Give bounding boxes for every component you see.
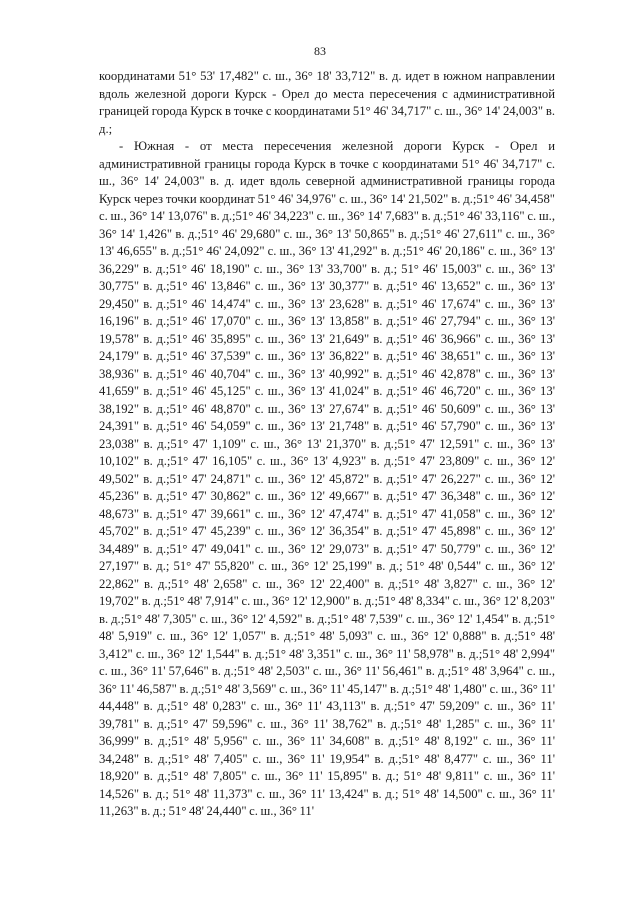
paragraph-continuation: координатами 51° 53' 17,482" с. ш., 36° 18' 33,712" в. д. идет в южном направлении вдоль железной дороги Курск - Орел до места пересечения с административной границей города Курск в точке с координатами 51° 46' 34,717" с. ш., 36° 14' 24,003" в. д.;: [99, 69, 555, 136]
page-number: 83: [314, 44, 326, 58]
paragraph-south-boundary: - Южная - от места пересечения железной дороги Курск - Орел и административной границы города Курск в точке с координатами 51° 46' 34,717" с. ш., 36° 14' 24,003" в. д. идет вдоль северной административной границы города Курск через точки координат 51° 46' 34,976" с. ш., 36° 14' 21,502" в. д.;51° 46' 34,458" с. ш., 36° 14' 13,076" в. д.;51° 46' 34,223" с. ш., 36° 14' 7,683" в. д.;51° 46' 33,116" с. ш., 36° 14' 1,426" в. д.;51° 46' 29,680" с. ш., 36° 13' 50,865" в. д.;51° 46' 27,611" с. ш., 36° 13' 46,655" в. д.;51° 46' 24,092" с. ш., 36° 13' 41,292" в. д.;51° 46' 20,186" с. ш., 36° 13' 36,229" в. д.;51° 46' 18,190" с. ш., 36° 13' 33,700" в. д.; 51° 46' 15,003" с. ш., 36° 13' 30,775" в. д.;51° 46' 13,846" с. ш., 36° 13' 30,377" в. д.;51° 46' 13,652" с. ш., 36° 13' 29,450" в. д.;51° 46' 14,474" с. ш., 36° 13' 23,628" в. д.;51° 46' 17,674" с. ш., 36° 13' 16,196" в. д.;51° 46' 17,070" с. ш., 36° 13' 13,858" в. д.;51° 46' 27,794" с. ш., 36° 13' 19,578" в. д.;51° 46' 35,895" с. ш., 36° 13' 21,649" в. д.;51° 46' 36,966" с. ш., 36° 13' 24,179" в. д.;51° 46' 37,539" с. ш., 36° 13' 36,822" в. д.;51° 46' 38,651" с. ш., 36° 13' 38,936" в. д.;51° 46' 40,704" с. ш., 36° 13' 40,992" в. д.;51° 46' 42,878" с. ш., 36° 13' 41,659" в. д.;51° 46' 45,125" с. ш., 36° 13' 41,024" в. д.;51° 46' 46,720" с. ш., 36° 13' 38,192" в. д.;51° 46' 48,870" с. ш., 36° 13' 27,674" в. д.;51° 46' 50,609" с. ш., 36° 13' 24,391" в. д.;51° 46' 54,059" с. ш., 36° 13' 21,748" в. д.;51° 46' 57,790" с. ш., 36° 13' 23,038" в. д.;51° 47' 1,109" с. ш., 36° 13' 21,370" в. д.;51° 47' 12,591" с. ш., 36° 13' 10,102" в. д.;51° 47' 16,105" с. ш., 36° 13' 4,923" в. д.;51° 47' 23,809" с. ш., 36° 12' 49,502" в. д.;51° 47' 24,871" с. ш., 36° 12' 45,872" в. д.;51° 47' 26,227" с. ш., 36° 12' 45,236" в. д.;51° 47' 30,862" с. ш., 36° 12' 49,667" в. д.;51° 47' 36,348" с. ш., 36° 12' 48,673" в. д.;51° 47' 39,661" с. ш., 36° 12' 47,474" в. д.;51° 47' 41,058" с. ш., 36° 12' 45,702" в. д.;51° 47' 45,239" с. ш., 36° 12' 36,354" в. д.;51° 47' 45,898" с. ш., 36° 12' 34,489" в. д.;51° 47' 49,041" с. ш., 36° 12' 29,073" в. д.;51° 47' 50,779" с. ш., 36° 12' 27,197" в. д.; 51° 47' 55,820" с. ш., 36° 12' 25,199" в. д.; 51° 48' 0,544" с. ш., 36° 12' 22,862" в. д.;51° 48' 2,658" с. ш., 36° 12' 22,400" в. д.;51° 48' 3,827" с. ш., 36° 12' 19,702" в. д.;51° 48' 7,914" с. ш., 36° 12' 12,900" в. д.;51° 48' 8,334" с. ш., 36° 12' 8,203" в. д.;51° 48' 7,305" с. ш., 36° 12' 4,592" в. д.;51° 48' 7,539" с. ш., 36° 12' 1,454" в. д.;51° 48' 5,919" с. ш., 36° 12' 1,057" в. д.;51° 48' 5,093" с. ш., 36° 12' 0,888" в. д.;51° 48' 3,412" с. ш., 36° 12' 1,544" в. д.;51° 48' 3,351" с. ш., 36° 11' 58,978" в. д.;51° 48' 2,994" с. ш., 36° 11' 57,646" в. д.;51° 48' 2,503" с. ш., 36° 11' 56,461" в. д.;51° 48' 3,964" с. ш., 36° 11' 46,587" в. д.;51° 48' 3,569" с. ш., 36° 11' 45,147" в. д.;51° 48' 1,480" с. ш., 36° 11' 44,448" в. д.;51° 48' 0,283" с. ш., 36° 11' 43,113" в. д.;51° 47' 59,209" с. ш., 36° 11' 39,781" в. д.;51° 47' 59,596" с. ш., 36° 11' 38,762" в. д.;51° 48' 1,285" с. ш., 36° 11' 36,999" в. д.;51° 48' 5,956" с. ш., 36° 11' 34,608" в. д.;51° 48' 8,192" с. ш., 36° 11' 34,248" в. д.;51° 48' 7,405" с. ш., 36° 11' 19,954" в. д.;51° 48' 8,477" с. ш., 36° 11' 18,920" в. д.;51° 48' 7,805" с. ш., 36° 11' 15,895" в. д.; 51° 48' 9,811" с. ш., 36° 11' 14,526" в. д.; 51° 48' 11,373" с. ш., 36° 11' 13,424" в. д.; 51° 48' 14,500" с. ш., 36° 11' 11,263" в. д.; 51° 48' 24,440" с. ш., 36° 11': [99, 139, 555, 818]
document-body: [99, 68, 555, 821]
